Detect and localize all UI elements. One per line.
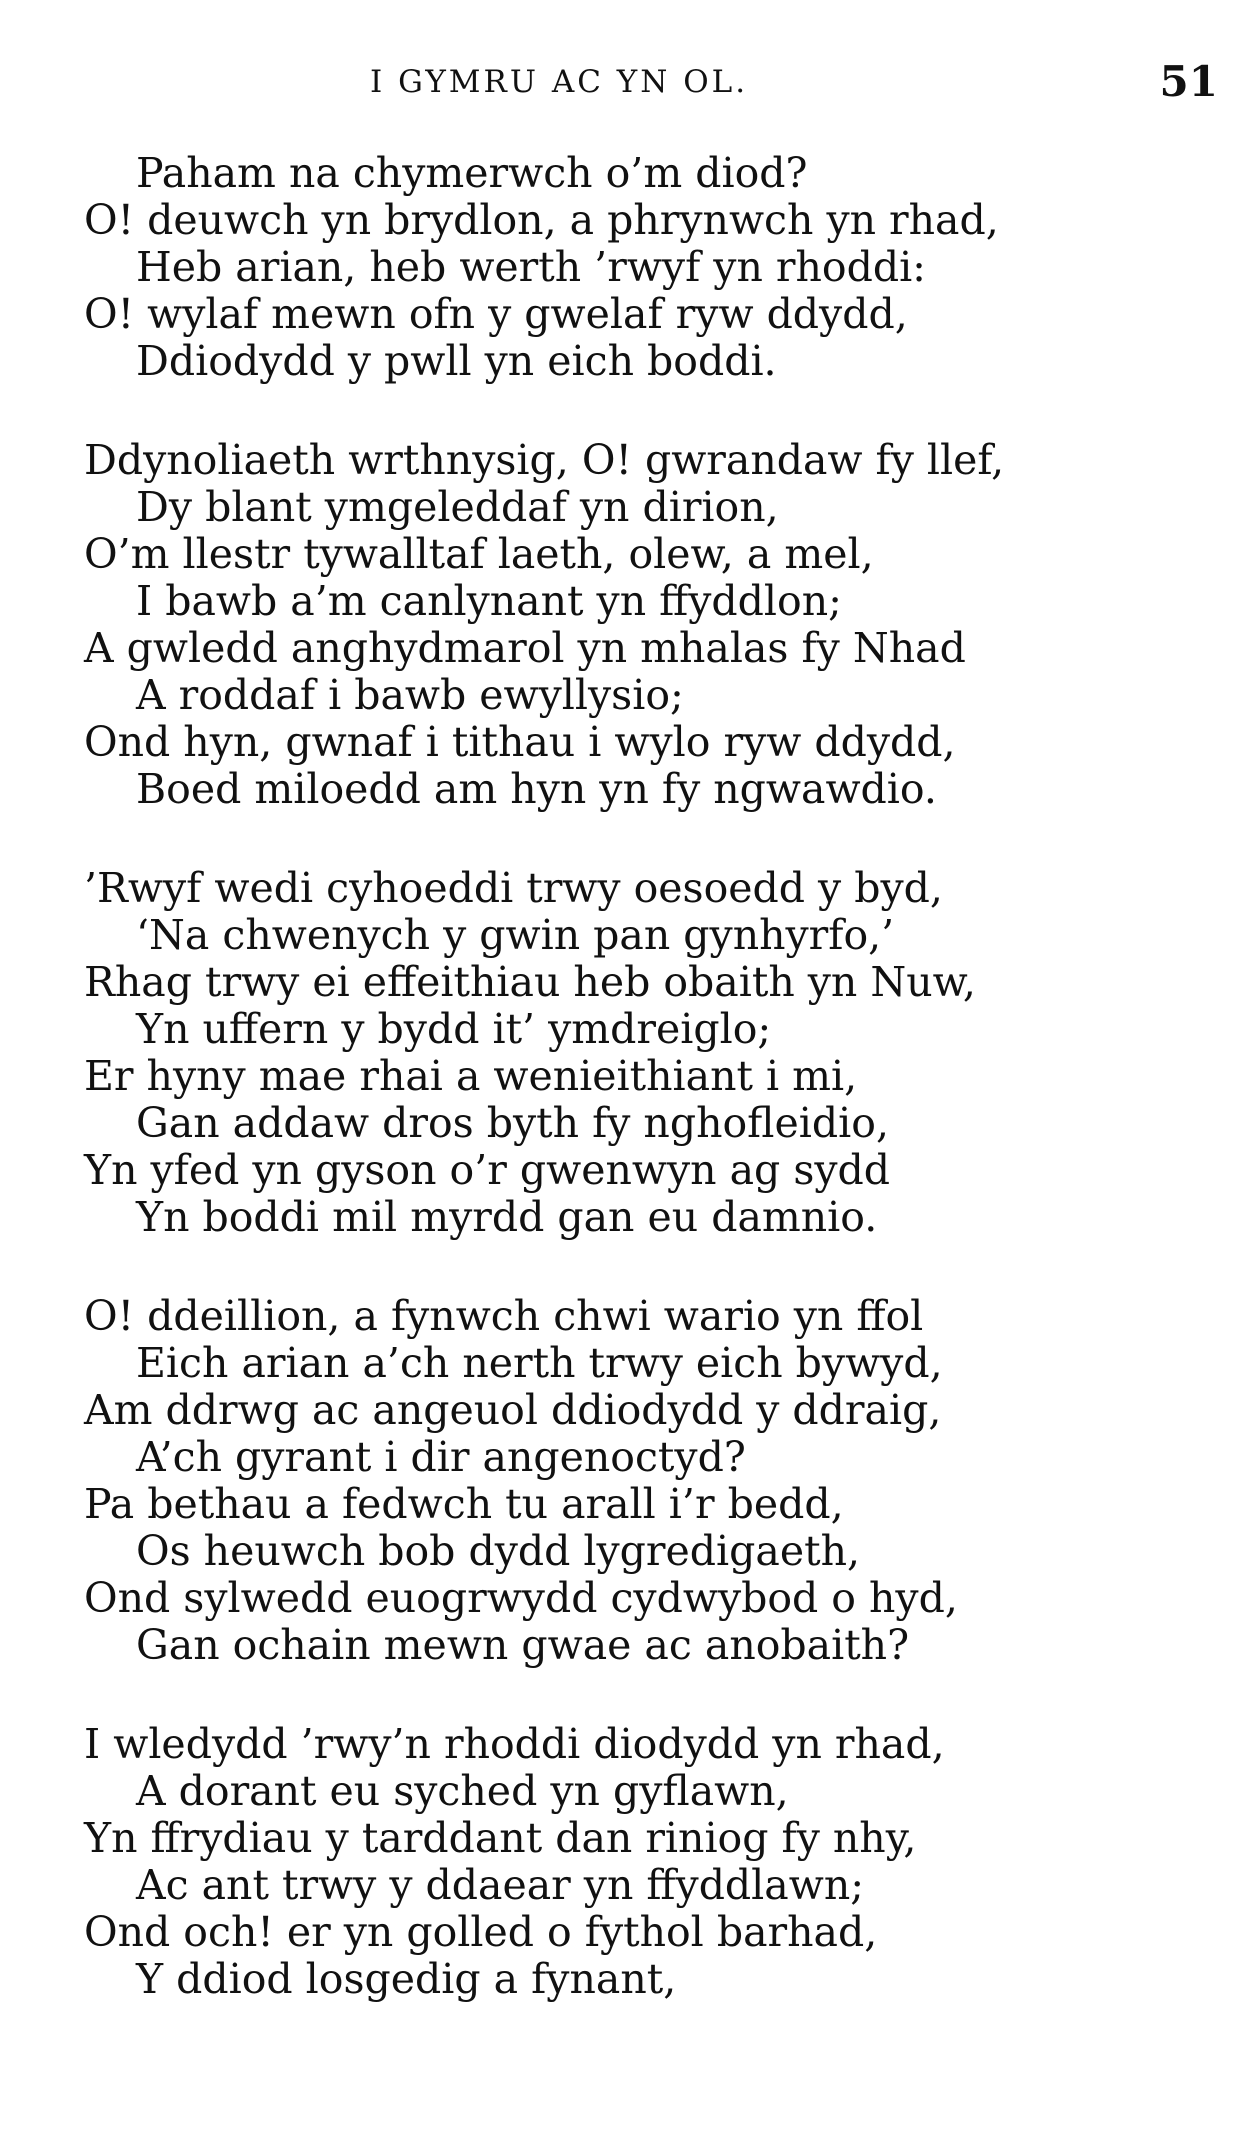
poem-line: A gwledd anghydmarol yn mhalas fy Nhad: [84, 624, 966, 672]
poem-line: A dorant eu syched yn gyflawn,: [136, 1767, 789, 1815]
poem-line: O! wylaf mewn ofn y gwelaf ryw ddydd,: [84, 290, 908, 338]
poem-line: Gan ochain mewn gwae ac anobaith?: [136, 1621, 910, 1669]
poem-line: Pa bethau a fedwch tu arall i’r bedd,: [84, 1480, 844, 1528]
poem-line: Ddynoliaeth wrthnysig, O! gwrandaw fy llef,: [84, 436, 1005, 484]
poem-body: [84, 150, 1234, 2055]
poem-line: Am ddrwg ac angeuol ddiodydd y ddraig,: [84, 1386, 942, 1434]
poem-line: Yn uffern y bydd it’ ymdreiglo;: [136, 1005, 772, 1053]
poem-line: Er hyny mae rhai a wenieithiant i mi,: [84, 1052, 858, 1100]
poem-line: Rhag trwy ei effeithiau heb obaith yn Nuw,: [84, 958, 976, 1006]
poem-line: Dy blant ymgeleddaf yn dirion,: [136, 483, 779, 531]
stanza-5: [84, 1721, 1234, 2003]
poem-line: O! ddeillion, a fynwch chwi wario yn ffol: [84, 1292, 924, 1340]
running-title: I GYMRU AC YN OL.: [370, 64, 749, 100]
stanza-1: [84, 150, 1234, 385]
stanza-3: [84, 865, 1234, 1241]
poem-line: ’Rwyf wedi cyhoeddi trwy oesoedd y byd,: [84, 864, 943, 912]
poem-line: Ddiodydd y pwll yn eich boddi.: [136, 337, 777, 385]
page-header: [0, 52, 1260, 112]
poem-line: Eich arian a’ch nerth trwy eich bywyd,: [136, 1339, 943, 1387]
poem-line: Heb arian, heb werth ’rwyf yn rhoddi:: [136, 243, 926, 291]
poem-line: Ond sylwedd euogrwydd cydwybod o hyd,: [84, 1574, 958, 1622]
poem-line: O! deuwch yn brydlon, a phrynwch yn rhad,: [84, 196, 999, 244]
poem-line: Paham na chymerwch o’m diod?: [136, 149, 808, 197]
poem-line: I wledydd ’rwy’n rhoddi diodydd yn rhad,: [84, 1720, 945, 1768]
poem-line: O’m llestr tywalltaf laeth, olew, a mel,: [84, 530, 874, 578]
poem-line: Yn ffrydiau y tarddant dan riniog fy nhy,: [84, 1814, 917, 1862]
poem-line: Os heuwch bob dydd lygredigaeth,: [136, 1527, 861, 1575]
poem-line: Yn boddi mil myrdd gan eu damnio.: [136, 1193, 878, 1241]
poem-line: ‘Na chwenych y gwin pan gynhyrfo,’: [136, 911, 895, 959]
poem-line: Boed miloedd am hyn yn fy ngwawdio.: [136, 765, 937, 813]
poem-line: Ac ant trwy y ddaear yn ffyddlawn;: [136, 1861, 865, 1909]
poem-line: Ond hyn, gwnaf i tithau i wylo ryw ddydd,: [84, 718, 956, 766]
poem-line: I bawb a’m canlynant yn ffyddlon;: [136, 577, 842, 625]
poem-line: A’ch gyrant i dir angenoctyd?: [136, 1433, 746, 1481]
poem-line: Y ddiod losgedig a fynant,: [136, 1955, 677, 2003]
stanza-4: [84, 1293, 1234, 1669]
poem-line: Ond och! er yn golled o fythol barhad,: [84, 1908, 878, 1956]
poem-line: Gan addaw dros byth fy nghofleidio,: [136, 1099, 889, 1147]
stanza-2: [84, 437, 1234, 813]
poem-line: Yn yfed yn gyson o’r gwenwyn ag sydd: [84, 1146, 891, 1194]
page-number: 51: [1159, 57, 1218, 106]
poem-line: A roddaf i bawb ewyllysio;: [136, 671, 684, 719]
